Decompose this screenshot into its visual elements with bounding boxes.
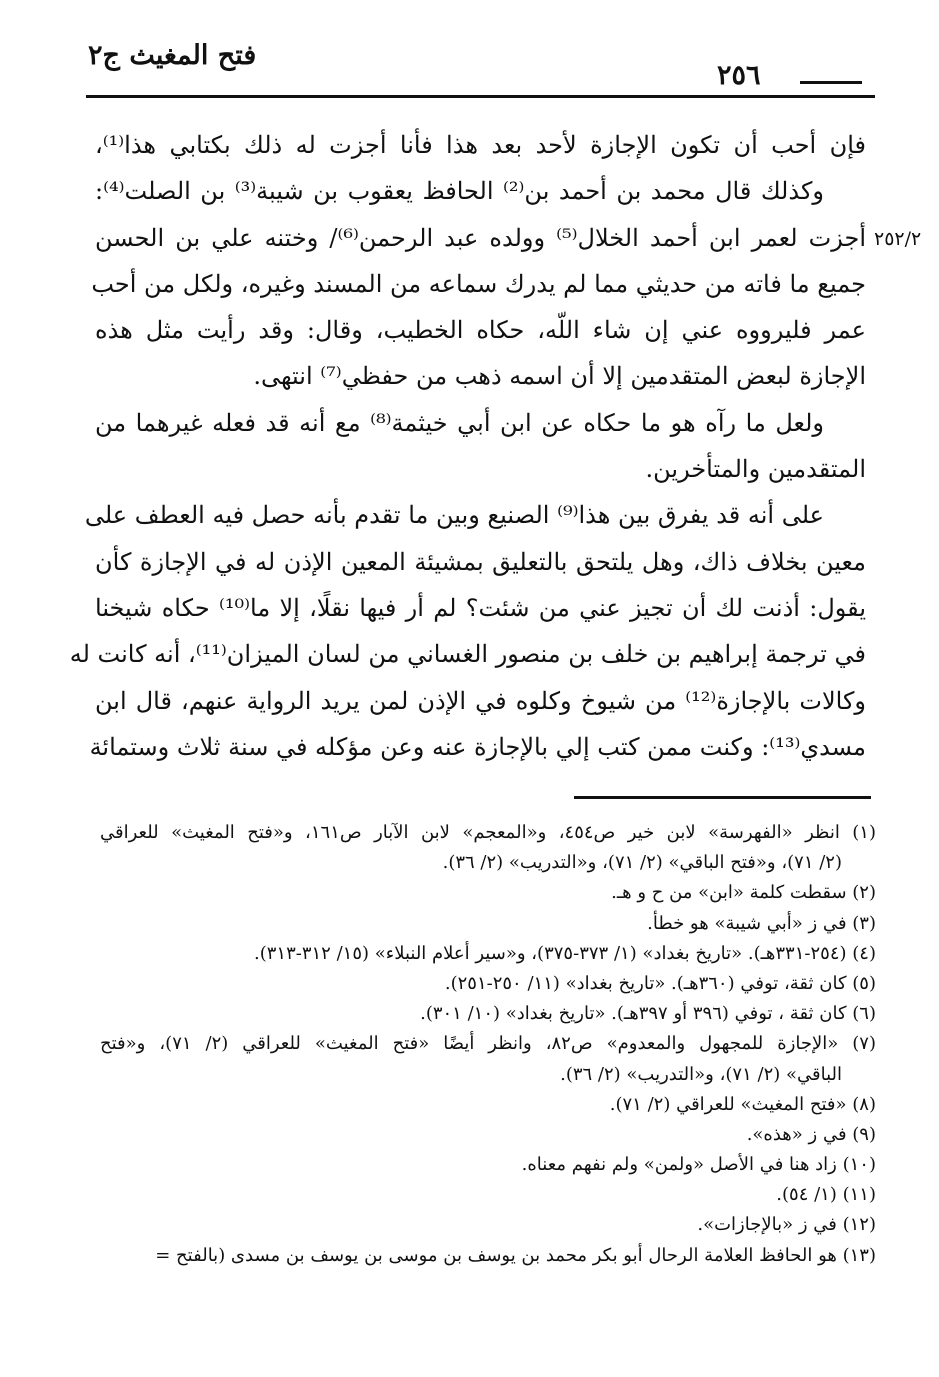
footnote-line: (٧) «الإجازة للمجهول والمعدوم» ص٨٢، وانظر أيضًا «فتح المغيث» للعراقي (٢/ ٧١)، و«فتح: [100, 1033, 876, 1055]
footnote-line: (٣) في ز «أبي شيبة» هو خطأ.: [647, 912, 876, 934]
body-line: المتقدمين والمتأخرين.: [645, 455, 866, 484]
body-line: يقول: أذنت لك أن تجيز عني من شئت؟ لم أر فيها نقلًا، إلا ما⁽¹⁰⁾ حكاه شيخنا: [95, 593, 867, 622]
body-text: [69, 122, 867, 770]
footnote-line: (١٠) زاد هنا في الأصل «ولمن» ولم نفهم معناه.: [521, 1154, 876, 1176]
page-number-dash: [800, 81, 862, 84]
body-line: وكذلك قال محمد بن أحمد بن⁽²⁾ الحافظ يعقوب بن شيبة⁽³⁾ بن الصلت⁽⁴⁾:: [95, 177, 824, 206]
footnote-line: (١٣) هو الحافظ العلامة الرحال أبو بكر محمد بن يوسف بن موسى بن يوسف بن مسدى (بالفتح =: [155, 1244, 876, 1266]
footnote-line: (١١) (١/ ٥٤).: [776, 1184, 876, 1206]
body-line: فإن أحب أن تكون الإجازة لأحد بعد هذا فأنا أجزت له ذلك بكتابي هذا⁽¹⁾،: [95, 131, 866, 159]
body-line: ولعل ما رآه هو ما حكاه عن ابن أبي خيثمة⁽⁸⁾ مع أنه قد فعله غيرهما من: [95, 408, 825, 437]
footnotes: [100, 818, 876, 1271]
footnote-line: (٨) «فتح المغيث» للعراقي (٢/ ٧١).: [609, 1093, 876, 1115]
footnote-line: الباقي» (٢/ ٧١)، و«التدريب» (٢/ ٣٦).: [560, 1063, 842, 1085]
body-line: جميع ما فاته من حديثي مما لم يدرك سماعه من المسند وغيره، ولكل من أحب: [91, 269, 866, 298]
footnote-line: (٥) كان ثقة، توفي (٣٦٠هـ). «تاريخ بغداد» (١١/ ٢٥٠-٢٥١).: [444, 972, 876, 994]
footnote-line: (٢/ ٧١)، و«فتح الباقي» (٢/ ٧١)، و«التدريب» (٢/ ٣٦).: [442, 852, 842, 874]
page-number: ٢٥٦: [705, 60, 773, 91]
margin-reference: ٢٥٢/٢: [874, 228, 922, 250]
footnote-line: (٤) (٢٥٤-٣٣١هـ). «تاريخ بغداد» (١/ ٣٧٣-٣٧٥)، و«سير أعلام النبلاء» (١٥/ ٣١٢-٣١٣).: [253, 942, 876, 964]
body-line: عمر فليرووه عني إن شاء اللّه، حكاه الخطيب، وقال: وقد رأيت مثل هذه: [95, 316, 866, 345]
footnote-line: (١) انظر «الفهرسة» لابن خير ص٤٥٤، و«المعجم» لابن الآبار ص١٦١، و«فتح المغيث» للعراقي: [100, 822, 876, 843]
footnote-separator: [574, 796, 871, 799]
footnote-line: (٩) في ز «هذه».: [746, 1123, 876, 1145]
footnote-line: (٢) سقطت كلمة «ابن» من ح و هـ.: [611, 882, 876, 904]
footnote-line: (١٢) في ز «بالإجازات».: [697, 1214, 876, 1236]
body-line: وكالات بالإجازة⁽¹²⁾ من شيوخ وكلوه في الإذن لمن يريد الرواية عنهم، قال ابن: [95, 686, 867, 715]
body-line: أجزت لعمر ابن أحمد الخلال⁽⁵⁾ وولده عبد الرحمن⁽⁶⁾/ وختنه علي بن الحسن: [95, 223, 866, 252]
footnote-line: (٦) كان ثقة ، توفي (٣٩٦ أو ٣٩٧هـ). «تاريخ بغداد» (١٠/ ٣٠١).: [420, 1003, 876, 1025]
body-line: على أنه قد يفرق بين هذا⁽⁹⁾ الصنيع وبين ما تقدم بأنه حصل فيه العطف على: [84, 501, 824, 530]
running-title: فتح المغيث ج٢: [88, 40, 257, 71]
body-line: الإجازة لبعض المتقدمين إلا أن اسمه ذهب من حفظي⁽⁷⁾ انتهى.: [253, 362, 866, 391]
body-line: في ترجمة إبراهيم بن خلف بن منصور الغساني من لسان الميزان⁽¹¹⁾، أنه كانت له: [69, 640, 866, 669]
header-rule: [86, 95, 875, 98]
body-line: مسدي⁽¹³⁾: وكنت ممن كتب إلي بالإجازة عنه وعن مؤكله في سنة ثلاث وستمائة: [89, 732, 866, 761]
body-line: معين بخلاف ذاك، وهل يلتحق بالتعليق بمشيئة المعين الإذن له في الإجازة كأن: [95, 547, 866, 576]
